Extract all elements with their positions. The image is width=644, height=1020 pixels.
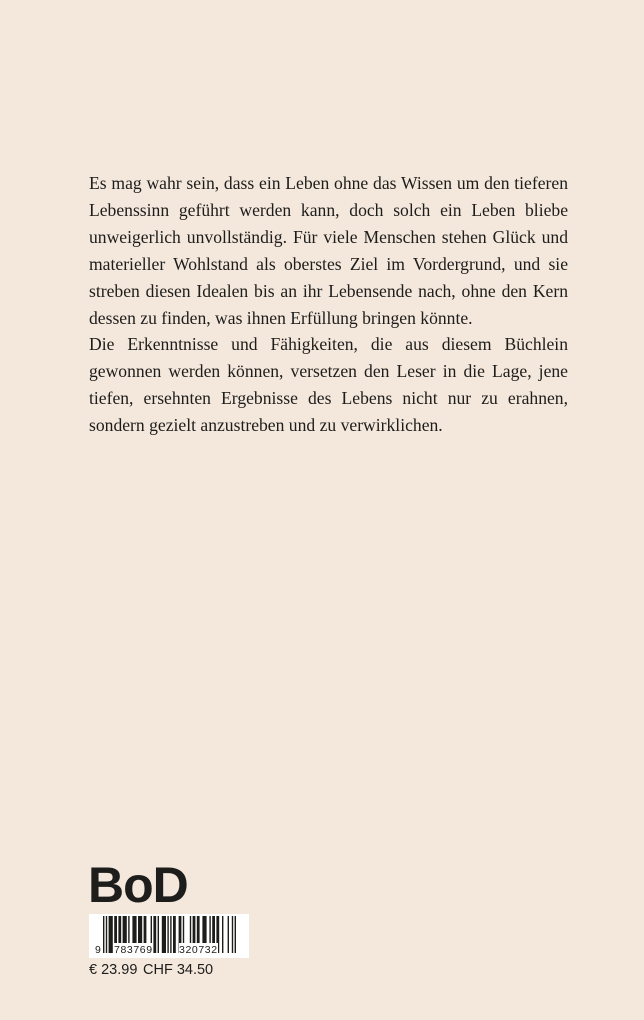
price-eur: € 23.99 — [89, 962, 138, 978]
barcode-digit-group: 320732 — [179, 944, 218, 956]
price-chf: CHF 34.50 — [143, 962, 214, 978]
publisher-logo: BoD — [88, 857, 188, 913]
barcode-number — [89, 943, 249, 957]
back-cover-blurb — [89, 170, 568, 439]
barcode-digit-group: 783769 — [114, 944, 153, 956]
blurb-paragraph: Die Erkenntnisse und Fähigkeiten, die aus diesem Büchlein gewonnen werden können, versetzen den Leser in die Lage, jene tiefen, ersehnten Ergebnisse des Lebens nicht nur zu erahnen, sondern gezielt anzustreben und zu verwirklichen. — [89, 334, 568, 436]
blurb-paragraph: Es mag wahr sein, dass ein Leben ohne das Wissen um den tieferen Lebenssinn geführt werden kann, doch solch ein Leben bliebe unweigerlich unvollständig. Für viele Menschen stehen Glück und materieller Wohlstand als oberstes Ziel im Vordergrund, und sie streben diesen Idealen bis an ihr Lebensende nach, ohne den Kern dessen zu finden, was ihnen Erfüllung bringen könnte. — [89, 173, 568, 328]
isbn-barcode — [89, 914, 249, 958]
barcode-lead-digit: 9 — [95, 944, 101, 956]
